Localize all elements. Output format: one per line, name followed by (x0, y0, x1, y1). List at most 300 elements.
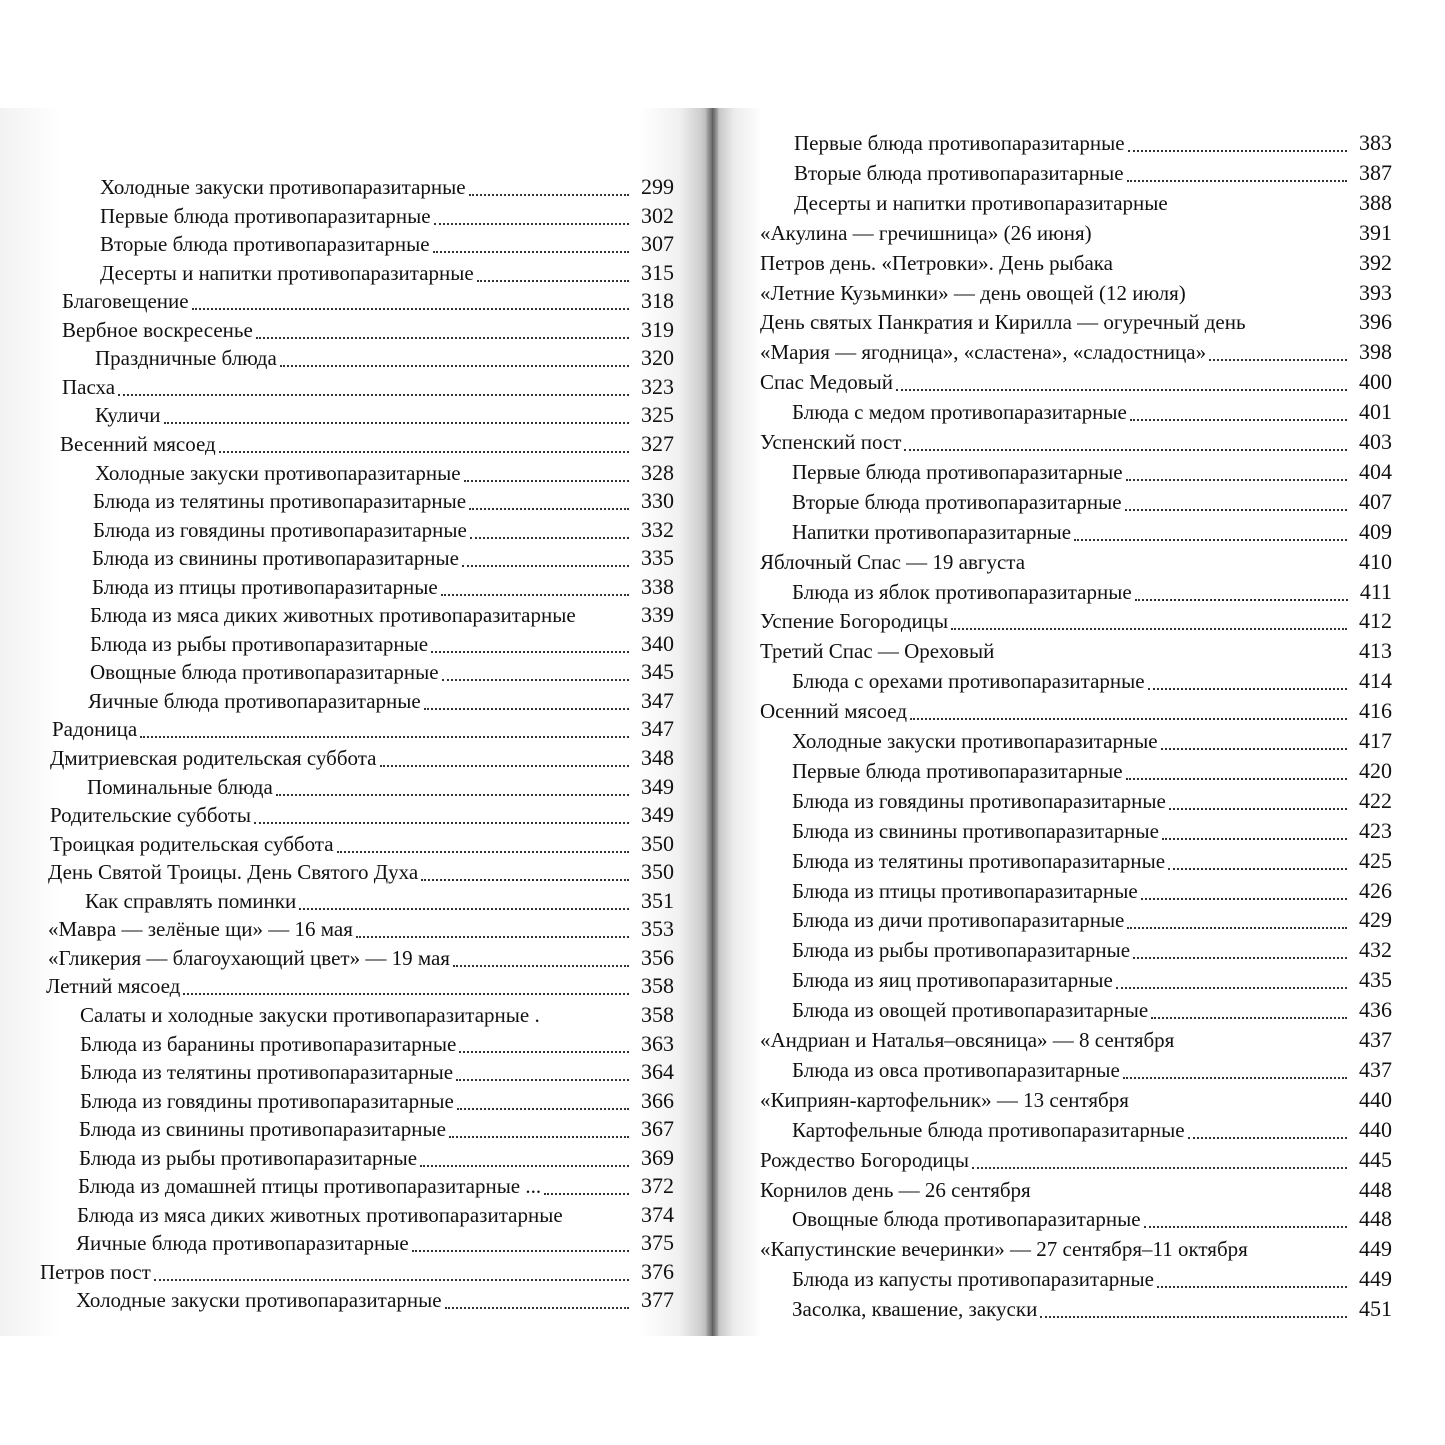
toc-entry-title: Успение Богородицы (760, 609, 949, 633)
left-toc-entry (87, 772, 674, 802)
left-toc-entry (40, 1257, 674, 1287)
toc-entry-page-number: 366 (641, 1088, 674, 1113)
toc-entry-page-number: 432 (1359, 937, 1392, 962)
toc-entry-title: Блюда из рыбы противопаразитарные (792, 938, 1131, 962)
dot-leader (951, 628, 1347, 630)
toc-entry-title: Блюда из овощей противопаразитарные (792, 998, 1149, 1022)
toc-entry-title: Спас Медовый (760, 370, 894, 394)
dot-leader (420, 1165, 629, 1167)
right-toc-entry (792, 457, 1392, 487)
right-toc-entry (760, 367, 1392, 397)
toc-entry-page-number: 413 (1359, 638, 1392, 663)
toc-entry-page-number: 449 (1359, 1236, 1392, 1261)
right-toc-entry (792, 965, 1392, 995)
right-toc-entry (760, 278, 1392, 308)
left-toc-entry (100, 172, 674, 202)
toc-entry-page-number: 414 (1359, 668, 1392, 693)
right-toc-entry (794, 128, 1392, 158)
toc-entry-page-number: 332 (641, 517, 674, 542)
dot-leader (477, 280, 629, 282)
toc-entry-title: Летний мясоед (46, 974, 181, 998)
toc-entry-title: Блюда из яблок противопаразитарные (792, 580, 1132, 604)
toc-entry-title: Петров пост (40, 1260, 151, 1284)
left-page (0, 108, 712, 1336)
toc-entry-page-number: 319 (641, 317, 674, 342)
dot-leader (431, 651, 629, 653)
toc-entry-title: Вербное воскресенье (62, 318, 253, 342)
toc-entry-title: Благовещение (62, 289, 189, 313)
toc-entry-title: Яблочный Спас — 19 августа (760, 550, 1026, 574)
toc-entry-title: Блюда из свинины противопаразитарные (79, 1117, 446, 1141)
right-toc-entry (792, 397, 1392, 427)
toc-entry-page-number: 423 (1359, 818, 1392, 843)
dot-leader (421, 879, 629, 881)
right-toc-entry (760, 248, 1392, 278)
toc-entry-page-number: 323 (641, 374, 674, 399)
toc-entry-title: Холодные закуски противопаразитарные (100, 175, 466, 199)
toc-entry-title: Блюда из овса противопаразитарные (792, 1058, 1120, 1082)
toc-entry-page-number: 448 (1359, 1177, 1392, 1202)
toc-entry-title: Овощные блюда противопаразитарные (90, 660, 439, 684)
toc-entry-page-number: 440 (1359, 1117, 1392, 1142)
toc-entry-page-number: 302 (641, 203, 674, 228)
dot-leader (1141, 898, 1347, 900)
right-toc-entry (792, 935, 1392, 965)
toc-entry-title: Родительские субботы (50, 803, 252, 827)
dot-leader (1074, 539, 1347, 541)
toc-entry-title: Блюда из баранины противопаразитарные (80, 1032, 457, 1056)
toc-entry-page-number: 426 (1359, 878, 1392, 903)
toc-entry-page-number: 364 (641, 1059, 674, 1084)
left-toc-entry (76, 1285, 674, 1315)
toc-entry-page-number: 400 (1359, 369, 1392, 394)
toc-entry-title: Рождество Богородицы (760, 1148, 970, 1172)
toc-entry-page-number: 349 (641, 774, 674, 799)
toc-entry-title: Блюда из домашней птицы противопаразитарные ... (78, 1174, 542, 1198)
toc-entry-title: «Акулина — гречишница» (26 июня) (760, 221, 1092, 245)
toc-entry-title: «Капустинские вечеринки» — 27 сентября–11 октября (760, 1237, 1248, 1261)
toc-entry-title: «Летние Кузьминки» — день овощей (12 июля) (760, 281, 1186, 305)
dot-leader (441, 594, 629, 596)
left-toc-entry (80, 1086, 674, 1116)
toc-entry-title: Холодные закуски противопаразитарные (95, 461, 461, 485)
left-toc-entry (90, 657, 674, 687)
left-toc-entry (62, 372, 674, 402)
toc-entry-title: Дмитриевская родительская суббота (50, 746, 377, 770)
toc-entry-title: Блюда из говядины противопаразитарные (93, 518, 467, 542)
right-toc-entry (760, 307, 1392, 337)
toc-entry-page-number: 388 (1359, 190, 1392, 215)
dot-leader (337, 851, 629, 853)
dot-leader (380, 765, 630, 767)
toc-entry-title: Первые блюда противопаразитарные (100, 204, 431, 228)
toc-entry-title: Блюда из свинины противопаразитарные (92, 546, 459, 570)
toc-entry-page-number: 369 (641, 1145, 674, 1170)
dot-leader (904, 449, 1347, 451)
right-toc-entry (760, 1145, 1392, 1175)
right-toc-entry (792, 1264, 1392, 1294)
toc-entry-title: Картофельные блюда противопаразитарные (792, 1118, 1185, 1142)
toc-entry-page-number: 376 (641, 1259, 674, 1284)
dot-leader (412, 1250, 629, 1252)
toc-entry-title: Засолка, квашение, закуски (792, 1297, 1038, 1321)
left-toc-entry (85, 886, 674, 916)
toc-entry-page-number: 396 (1359, 309, 1392, 334)
dot-leader (254, 822, 629, 824)
left-toc-entry (95, 458, 674, 488)
right-toc-entry (792, 756, 1392, 786)
toc-entry-title: Осенний мясоед (760, 699, 908, 723)
toc-entry-page-number: 407 (1359, 489, 1392, 514)
toc-entry-page-number: 330 (641, 488, 674, 513)
dot-leader (464, 480, 629, 482)
toc-entry-title: Блюда из телятины противопаразитарные (93, 489, 467, 513)
dot-leader (434, 223, 629, 225)
left-toc-entry (90, 600, 674, 630)
toc-entry-title: Петров день. «Петровки». День рыбака (760, 251, 1113, 275)
toc-entry-title: Вторые блюда противопаразитарные (100, 232, 430, 256)
left-toc-entry (79, 1143, 674, 1173)
book-gutter (706, 108, 718, 1336)
dot-leader (1135, 599, 1348, 601)
dot-leader (1168, 868, 1347, 870)
dot-leader (219, 451, 629, 453)
dot-leader (445, 1307, 629, 1309)
dot-leader (1130, 419, 1347, 421)
toc-entry-page-number: 377 (641, 1287, 674, 1312)
toc-entry-page-number: 339 (641, 602, 674, 627)
right-toc-entry (760, 636, 1392, 666)
toc-entry-title: День Святой Троицы. День Святого Духа (48, 860, 419, 884)
toc-entry-title: Блюда из рыбы противопаразитарные (90, 632, 429, 656)
right-toc-entry (760, 337, 1392, 367)
toc-entry-title: Первые блюда противопаразитарные (794, 131, 1125, 155)
toc-entry-page-number: 358 (641, 1002, 674, 1027)
toc-entry-title: Блюда из мяса диких животных противопаразитарные (90, 603, 576, 627)
toc-entry-page-number: 409 (1359, 519, 1392, 544)
right-toc-entry (792, 876, 1392, 906)
left-toc-entry (77, 1200, 674, 1230)
toc-entry-page-number: 325 (641, 402, 674, 427)
left-toc-entry (80, 1029, 674, 1059)
toc-entry-title: Напитки противопаразитарные (792, 520, 1072, 544)
dot-leader (118, 394, 629, 396)
toc-entry-title: Холодные закуски противопаразитарные (792, 729, 1158, 753)
toc-entry-title: Троицкая родительская суббота (50, 832, 334, 856)
toc-entry-page-number: 345 (641, 659, 674, 684)
right-toc-entry (760, 427, 1392, 457)
right-toc-entry (760, 1025, 1392, 1055)
dot-leader (462, 565, 629, 567)
toc-entry-page-number: 410 (1359, 549, 1392, 574)
toc-entry-title: Блюда из птицы противопаразитарные (92, 575, 438, 599)
left-toc-entry (78, 1171, 674, 1201)
toc-entry-page-number: 347 (641, 688, 674, 713)
toc-entry-page-number: 393 (1359, 280, 1392, 305)
toc-entry-page-number: 412 (1359, 608, 1392, 633)
dot-leader (280, 365, 629, 367)
left-toc-entry (50, 800, 674, 830)
dot-leader (1125, 509, 1347, 511)
right-page (712, 108, 1445, 1336)
left-toc-entry (50, 743, 674, 773)
open-book (0, 108, 1445, 1336)
dot-leader (154, 1279, 629, 1281)
left-toc-entry (80, 1057, 674, 1087)
left-toc-entry (88, 686, 674, 716)
right-toc-entry (792, 726, 1392, 756)
toc-entry-title: «Гликерия — благоухающий цвет» — 19 мая (48, 946, 450, 970)
toc-entry-page-number: 338 (641, 574, 674, 599)
toc-entry-page-number: 416 (1359, 698, 1392, 723)
right-toc-entry (792, 816, 1392, 846)
toc-entry-title: Блюда из капусты противопаразитарные (792, 1267, 1154, 1291)
dot-leader (1151, 1017, 1347, 1019)
left-toc-entry (93, 515, 674, 545)
dot-leader (896, 389, 1347, 391)
left-toc-entry (48, 857, 674, 887)
toc-entry-title: Вторые блюда противопаразитарные (792, 490, 1122, 514)
left-toc-entry (46, 971, 674, 1001)
toc-entry-title: Салаты и холодные закуски противопаразитарные . (80, 1003, 540, 1027)
left-toc-entry (76, 1228, 674, 1258)
toc-entry-title: «Андриан и Наталья–овсяница» — 8 сентября (760, 1028, 1175, 1052)
dot-leader (457, 1108, 629, 1110)
right-toc-entry (792, 786, 1392, 816)
right-toc-entry (792, 995, 1392, 1025)
dot-leader (356, 936, 629, 938)
toc-entry-page-number: 351 (641, 888, 674, 913)
toc-entry-title: Десерты и напитки противопаразитарные (794, 191, 1168, 215)
toc-entry-title: Яичные блюда противопаразитарные (76, 1231, 409, 1255)
dot-leader (1169, 808, 1347, 810)
toc-entry-page-number: 358 (641, 973, 674, 998)
left-toc-entry (48, 943, 674, 973)
toc-entry-title: Блюда из дичи противопаразитарные (792, 908, 1125, 932)
toc-entry-page-number: 340 (641, 631, 674, 656)
toc-entry-page-number: 315 (641, 260, 674, 285)
right-toc-entry (760, 696, 1392, 726)
dot-leader (1133, 957, 1347, 959)
toc-entry-page-number: 350 (641, 831, 674, 856)
toc-entry-title: Блюда из мяса диких животных противопаразитарные (77, 1203, 563, 1227)
toc-entry-title: Блюда из свинины противопаразитарные (792, 819, 1159, 843)
toc-entry-title: «Мавра — зелёные щи» — 16 мая (48, 917, 353, 941)
dot-leader (469, 508, 629, 510)
left-toc-entry (48, 914, 674, 944)
dot-leader (256, 337, 629, 339)
dot-leader (424, 708, 629, 710)
dot-leader (1127, 927, 1347, 929)
toc-entry-title: Первые блюда противопаразитарные (792, 759, 1123, 783)
toc-entry-title: Радоница (52, 717, 138, 741)
dot-leader (1148, 688, 1347, 690)
dot-leader (470, 537, 629, 539)
toc-entry-page-number: 375 (641, 1230, 674, 1255)
toc-entry-title: Первые блюда противопаразитарные (792, 460, 1123, 484)
toc-entry-page-number: 374 (641, 1202, 674, 1227)
dot-leader (276, 794, 629, 796)
right-toc-entry (792, 517, 1392, 547)
dot-leader (910, 718, 1347, 720)
dot-leader (442, 679, 629, 681)
toc-entry-title: Блюда из телятины противопаразитарные (80, 1060, 454, 1084)
toc-entry-title: День святых Панкратия и Кирилла — огуречный день (760, 310, 1246, 334)
toc-entry-page-number: 367 (641, 1116, 674, 1141)
toc-entry-page-number: 307 (641, 231, 674, 256)
toc-entry-title: Блюда из говядины противопаразитарные (80, 1089, 454, 1113)
left-toc-entry (62, 315, 674, 345)
toc-entry-page-number: 429 (1359, 907, 1392, 932)
toc-entry-title: «Киприян-картофельник» — 13 сентября (760, 1088, 1129, 1112)
right-toc-entry (792, 1294, 1392, 1324)
right-toc-entry (792, 1115, 1392, 1145)
toc-entry-title: Успенский пост (760, 430, 902, 454)
dot-leader (1209, 359, 1347, 361)
toc-entry-page-number: 299 (641, 174, 674, 199)
left-toc-entry (100, 258, 674, 288)
toc-entry-page-number: 422 (1359, 788, 1392, 813)
left-toc-entry (92, 572, 674, 602)
toc-entry-title: Блюда из рыбы противопаразитарные (79, 1146, 418, 1170)
toc-entry-page-number: 437 (1359, 1027, 1392, 1052)
toc-entry-page-number: 420 (1359, 758, 1392, 783)
toc-entry-page-number: 440 (1359, 1087, 1392, 1112)
toc-entry-title: Блюда из говядины противопаразитарные (792, 789, 1166, 813)
toc-entry-title: Блюда с орехами противопаразитарные (792, 669, 1145, 693)
toc-entry-title: Блюда из яиц противопаразитарные (792, 968, 1113, 992)
right-toc-entry (792, 577, 1392, 607)
dot-leader (183, 993, 629, 995)
toc-entry-title: Холодные закуски противопаразитарные (76, 1288, 442, 1312)
left-toc-entry (80, 1000, 674, 1030)
toc-entry-title: Как справлять поминки (85, 889, 297, 913)
toc-entry-title: Блюда из птицы противопаразитарные (792, 879, 1138, 903)
toc-entry-title: Овощные блюда противопаразитарные (792, 1207, 1141, 1231)
dot-leader (433, 251, 629, 253)
toc-entry-page-number: 436 (1359, 997, 1392, 1022)
toc-entry-title: Куличи (95, 403, 161, 427)
toc-entry-page-number: 451 (1359, 1296, 1392, 1321)
toc-entry-title: Вторые блюда противопаразитарные (794, 161, 1124, 185)
toc-entry-page-number: 383 (1359, 130, 1392, 155)
toc-entry-page-number: 372 (641, 1173, 674, 1198)
right-toc-entry (792, 666, 1392, 696)
toc-entry-page-number: 328 (641, 460, 674, 485)
toc-entry-page-number: 448 (1359, 1206, 1392, 1231)
dot-leader (453, 965, 629, 967)
left-toc-entry (92, 543, 674, 573)
left-toc-entry (60, 429, 674, 459)
toc-entry-title: Блюда из телятины противопаразитарные (792, 849, 1166, 873)
toc-entry-page-number: 327 (641, 431, 674, 456)
dot-leader (1157, 1286, 1347, 1288)
toc-entry-page-number: 349 (641, 802, 674, 827)
right-toc-entry (792, 1204, 1392, 1234)
dot-leader (1128, 150, 1347, 152)
toc-entry-title: Корнилов день — 26 сентября (760, 1178, 1031, 1202)
toc-entry-page-number: 398 (1359, 339, 1392, 364)
toc-entry-page-number: 403 (1359, 429, 1392, 454)
left-toc-entry (95, 400, 674, 430)
right-toc-entry (792, 487, 1392, 517)
right-toc-entry (760, 1234, 1392, 1264)
dot-leader (1162, 838, 1347, 840)
dot-leader (1123, 1077, 1347, 1079)
right-toc-entry (760, 218, 1392, 248)
dot-leader (1127, 180, 1347, 182)
toc-entry-page-number: 435 (1359, 967, 1392, 992)
toc-entry-page-number: 363 (641, 1031, 674, 1056)
right-toc-entry (760, 606, 1392, 636)
left-toc-entry (95, 343, 674, 373)
toc-entry-page-number: 411 (1359, 579, 1392, 604)
toc-entry-page-number: 347 (641, 716, 674, 741)
dot-leader (1116, 987, 1347, 989)
dot-leader (299, 908, 629, 910)
toc-entry-title: Яичные блюда противопаразитарные (88, 689, 421, 713)
dot-leader (459, 1051, 629, 1053)
right-toc-entry (760, 1175, 1392, 1205)
toc-entry-title: Пасха (62, 375, 116, 399)
dot-leader (972, 1167, 1347, 1169)
toc-entry-title: Праздничные блюда (95, 346, 277, 370)
right-toc-entry (760, 547, 1392, 577)
toc-entry-page-number: 335 (641, 545, 674, 570)
toc-entry-page-number: 348 (641, 745, 674, 770)
dot-leader (140, 736, 629, 738)
toc-entry-page-number: 425 (1359, 848, 1392, 873)
left-toc-entry (90, 629, 674, 659)
toc-entry-page-number: 387 (1359, 160, 1392, 185)
dot-leader (1188, 1137, 1347, 1139)
dot-leader (1126, 479, 1347, 481)
toc-entry-title: Весенний мясоед (60, 432, 216, 456)
left-toc-entry (50, 829, 674, 859)
toc-entry-page-number: 401 (1359, 399, 1392, 424)
right-toc-entry (794, 188, 1392, 218)
toc-entry-title: Десерты и напитки противопаразитарные (100, 261, 474, 285)
left-toc-entry (52, 714, 674, 744)
toc-entry-page-number: 353 (641, 916, 674, 941)
left-toc-entry (62, 286, 674, 316)
dot-leader (1126, 778, 1347, 780)
left-toc-entry (100, 201, 674, 231)
toc-entry-title: Блюда с медом противопаразитарные (792, 400, 1127, 424)
dot-leader (1144, 1226, 1347, 1228)
right-toc-entry (792, 905, 1392, 935)
dot-leader (544, 1193, 629, 1195)
dot-leader (1161, 748, 1347, 750)
left-toc-entry (79, 1114, 674, 1144)
right-toc-entry (792, 846, 1392, 876)
left-toc-entry (100, 229, 674, 259)
toc-entry-page-number: 318 (641, 288, 674, 313)
toc-entry-page-number: 356 (641, 945, 674, 970)
toc-entry-page-number: 417 (1359, 728, 1392, 753)
toc-entry-page-number: 391 (1359, 220, 1392, 245)
toc-entry-page-number: 445 (1359, 1147, 1392, 1172)
dot-leader (456, 1079, 629, 1081)
toc-entry-page-number: 404 (1359, 459, 1392, 484)
toc-entry-page-number: 392 (1359, 250, 1392, 275)
toc-entry-title: «Мария — ягодница», «сластена», «сладостница» (760, 340, 1207, 364)
toc-entry-page-number: 350 (641, 859, 674, 884)
toc-entry-page-number: 437 (1359, 1057, 1392, 1082)
dot-leader (469, 194, 629, 196)
left-toc-entry (93, 486, 674, 516)
toc-entry-title: Третий Спас — Ореховый (760, 639, 995, 663)
